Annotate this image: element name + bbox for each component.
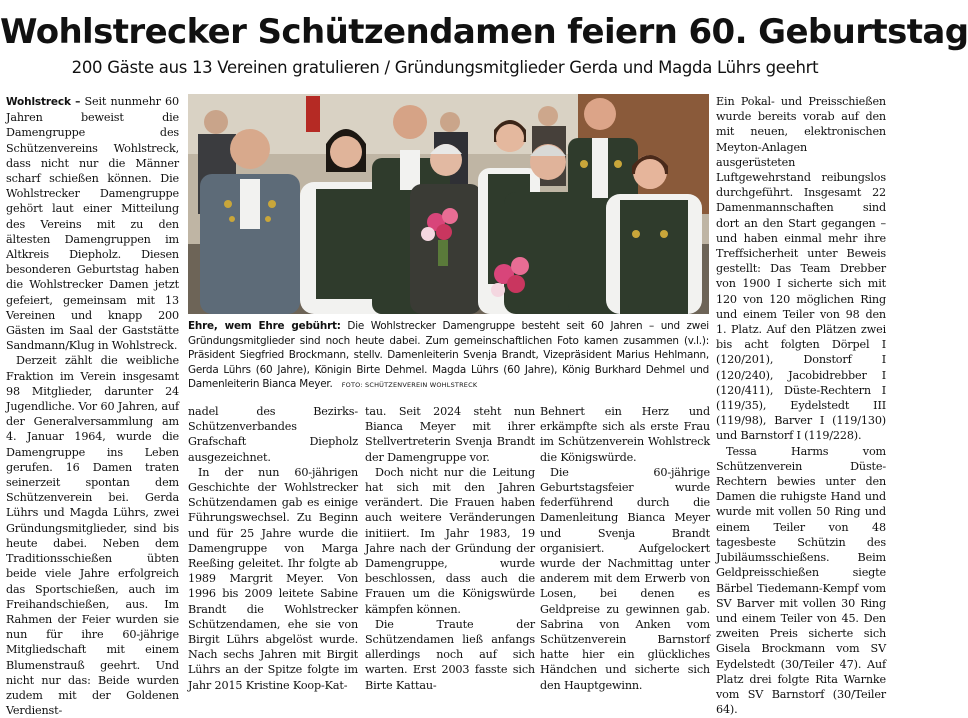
paragraph: Doch nicht nur die Leitung hat sich mit den Jahren verändert. Die Frauen haben auch weitere Veränderungen initiiert. Im Jahr 1983, 19 Jahre nach der Gründung der Damengruppe, wurde beschlossen, dass auch die Frauen um die Königswürde kämpfen können.: [365, 465, 535, 616]
caption-text: Die Wohlstrecker Damengruppe besteht seit 60 Jahren – und zwei Gründungsmitglieder sind noch heute dabei. Zum gemeinschaftlichen Foto kamen zusammen (v.l.): Präsident Siegfried Brockmann, stellv. Damenleiterin Svenja Brandt, Vizepräsident Marius Hehlmann, Gerda Lührs (60 Jahre), Königin Birte Dehmel. Magda Lührs (60 Jahre), König Burkhard Dehmel und Damenleiterin Bianca Meyer.: [188, 320, 709, 390]
paragraph: [6, 94, 179, 353]
paragraph: tau. Seit 2024 steht nun Bianca Meyer mit ihrer Stellvertreterin Svenja Brandt der Damengruppe vor.: [365, 405, 535, 464]
paragraph: In der nun 60-jährigen Geschichte der Wohlstrecker Schützendamen gab es einige Führungswechsel. Zu Beginn und für 25 Jahre wurde die Damengruppe von Marga Reeßing geleitet. Ihr folgte ab 1989 Margrit Meyer. Von 1996 bis 2009 leitete Sabine Brandt die Wohlstrecker Schützendamen, ehe sie von Birgit Lührs abgelöst wurde. Nach sechs Jahren mit Birgit Lührs an der Spitze folgte im Jahr 2015 Kristine Koop-Kat-: [188, 465, 358, 692]
headline: Wohlstrecker Schützendamen feiern 60. Geburtstag: [0, 12, 968, 52]
paragraph: Derzeit zählt die weibliche Fraktion im Verein insgesamt 98 Mitglieder, darunter 24 Jugendliche. Vor 60 Jahren, auf der Generalversammlung am 4. Januar 1964, wurde die Damengruppe ins Leben gerufen. 16 Damen traten seinerzeit spontan dem Schützenverein bei. Gerda Lührs und Magda Lührs, zwei Gründungsmitglieder, sind bis heute dabei. Neben dem Traditionsschießen übten beide viele Jahre erfolgreich das Sportschießen, auch im Freihandschießen, aus. Im Rahmen der Feier wurden sie nun für ihre 60-jährige Mitgliedschaft mit einem Blumenstrauß geehrt. Und nicht nur das: Beide wurden zudem mit der Goldenen Verdienst-: [6, 354, 179, 718]
paragraph: nadel des Bezirks-Schützenverbandes Grafschaft Diepholz ausgezeichnet.: [188, 405, 358, 464]
caption-lead: Ehre, wem Ehre gebührt:: [188, 320, 341, 332]
paragraph: Die 60-jährige Geburtstagsfeier wurde federführend durch die Damenleitung Bianca Meyer und Svenja Brandt organisiert. Aufgelockert wurde der Nachmittag unter anderem mit dem Erwerb von Losen, bei denen es Geldpreise zu gewinnen gab. Sabrina von Anken vom Schützenverein Barnstorf hatte hier ein glückliches Händchen und sicherte sich den Hauptgewinn.: [540, 465, 710, 692]
article-column-3: [365, 404, 535, 692]
paragraph: Die Traute der Schützendamen ließ anfangs allerdings noch auf sich warten. Erst 2003 fasste sich Birte Kattau-: [365, 617, 535, 692]
dateline: Wohlstreck –: [6, 96, 81, 108]
article-column-5: [716, 94, 886, 717]
paragraph: Ein Pokal- und Preisschießen wurde bereits vorab auf den mit neuen, elektronischen Meyton-Anlagen ausgerüsteten Luftgewehrstand reibungslos durchgeführt. Insgesamt 22 Damenmannschaften sind dort an den Start gegangen – und haben einmal mehr ihre Treffsicherheit unter Beweis gestellt: Das Team Drebber von 1900 I sicherte sich mit 120 von 120 möglichen Ring und einem Teiler von 98 den 1. Platz. Auf den Plätzen zwei bis acht folgten Dörpel I (120/201), Donstorf I (120/240), Jacobidrebber I (120/411), Düste-Rechtern I (119/35), Eydelstedt III (119/98), Barver I (119/130) und Barnstorf I (119/228).: [716, 95, 886, 443]
article-column-4: [540, 404, 710, 692]
subheadline: 200 Gäste aus 13 Vereinen gratulieren / Gründungsmitglieder Gerda und Magda Lührs geehrt: [71, 58, 819, 77]
paragraph: Behnert ein Herz und erkämpfte sich als erste Frau im Schützenverein Wohlstreck die Königswürde.: [540, 405, 710, 464]
group-photo: [188, 94, 709, 314]
paragraph-text: Seit nunmehr 60 Jahren beweist die Damengruppe des Schützenvereins Wohlstreck, dass nicht nur die Männer scharf schießen können. Die Wohlstrecker Damengruppe gehört laut einer Mitteilung des Vereins mit zu den ältesten Damengruppen im Altkreis Diepholz. Diesen besonderen Geburtstag haben die Wohlstrecker Damen jetzt gefeiert, gemeinsam mit 13 Vereinen und knapp 200 Gästen im Saal der Gaststätte Sandmann/Klug in Wohlstreck.: [6, 95, 179, 353]
article-column-1: [6, 94, 179, 718]
fire-extinguisher-icon: [306, 96, 320, 132]
paragraph: Tessa Harms vom Schützenverein Düste-Rechtern bewies unter den Damen die ruhigste Hand und wurde mit vollen 50 Ring und einem Teiler von 48 tagesbeste Schützin des Jubiläumsschießens. Beim Geldpreisschießen siegte Bärbel Tiedemann-Kempf vom SV Barver mit vollen 30 Ring und einem Teiler von 45. Den zweiten Preis sicherte sich Gisela Brockmann vom SV Eydelstedt (30/Teiler 47). Auf Platz drei folgte Rita Warnke vom SV Barnstorf (30/Teiler 64).: [716, 444, 886, 717]
group-photo-illustration: [188, 94, 709, 314]
photo-caption: [188, 319, 709, 399]
photo-credit: FOTO: SCHÜTZENVEREIN WOHLSTRECK: [341, 381, 478, 389]
article-column-2: [188, 404, 358, 692]
